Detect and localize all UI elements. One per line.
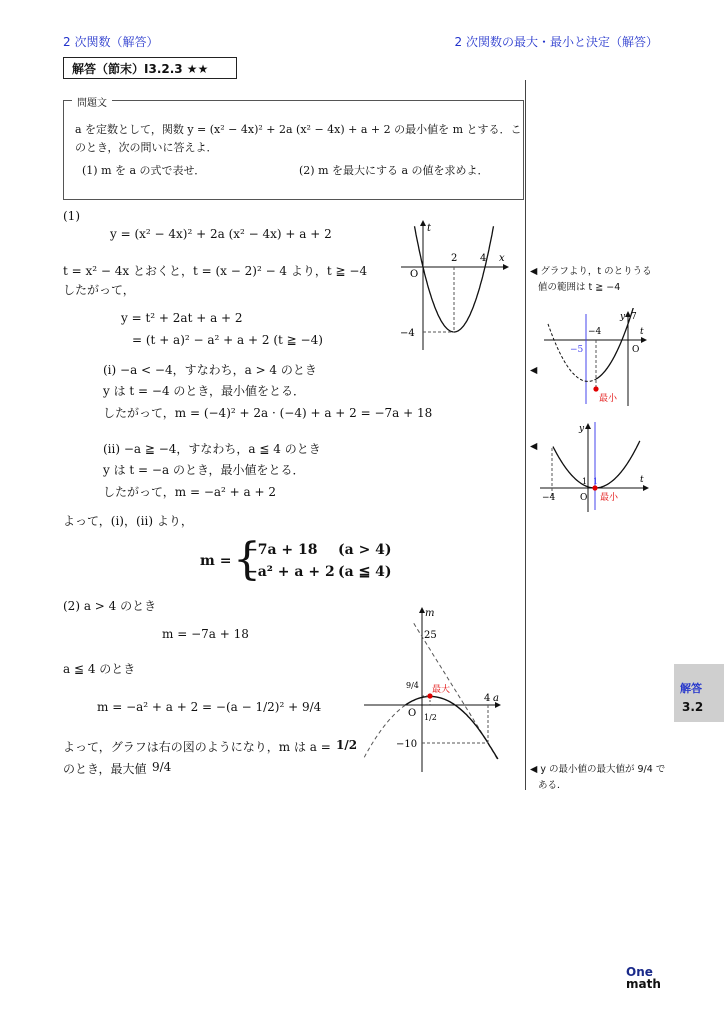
part2-label2: a ≦ 4 のとき: [63, 662, 136, 676]
max-label: 最大: [432, 685, 451, 695]
origin-label: O: [410, 269, 419, 280]
min-label: 最小: [599, 394, 618, 404]
origin-label: O: [632, 345, 640, 355]
tick-94: 9/4: [406, 681, 419, 690]
min-label: 最小: [600, 493, 619, 503]
m-label: m: [425, 608, 435, 619]
part1-label: (1): [63, 209, 80, 223]
part1-conclusion: よって，(i)，(ii) より，: [63, 514, 193, 528]
part2-eq1: m = −7a + 18: [162, 627, 249, 641]
case2-statement: y は t = −a のとき，最小値をとる．: [103, 463, 305, 477]
header-right: 2 次関数の最大・最小と決定（解答）: [454, 35, 658, 49]
tick-2: 2: [451, 253, 458, 264]
y-label: y: [579, 424, 585, 434]
chapter-tab-label: 解答: [680, 682, 702, 695]
result-row1: −7a + 18: [246, 542, 318, 558]
a-label: a: [493, 693, 499, 704]
side-note1a: ◀ グラフより，t のとりうる: [530, 266, 652, 277]
answer-title: 解答（節末）I3.2.3 ★★: [63, 57, 237, 79]
origin-label: O: [580, 493, 588, 503]
side-note4a: ◀ y の最小値の最大値が 9/4 で: [530, 764, 666, 775]
part2-final1: よって，グラフは右の図のようになり，m は a =: [63, 740, 331, 754]
graph-case1: [536, 308, 656, 408]
header-left: 2 次関数（解答）: [63, 35, 159, 49]
t-label: t: [640, 327, 644, 337]
min-point: [592, 485, 597, 490]
curve-solid: [406, 697, 498, 760]
problem-line2: のとき，次の問いに答えよ．: [75, 141, 218, 154]
y-label: y: [620, 312, 626, 322]
part1-eq3: = (t + a)² − a² + a + 2 (t ≧ −4): [132, 333, 323, 347]
case1-result: したがって，m = (−4)² + 2a · (−4) + a + 2 = −7a + 18: [103, 406, 433, 420]
part2-final1-value: 1/2: [336, 738, 358, 752]
side-note2: ◀: [530, 365, 538, 376]
problem-line1: a を定数として，関数 y = (x² − 4x)² + 2a (x² − 4x) + a + 2 の最小値を m とする．こ: [75, 123, 522, 136]
problem-label: 問題文: [72, 94, 112, 109]
result-cond2: (a ≦ 4): [338, 564, 392, 580]
case2-condition: (ii) −a ≧ −4，すなわち，a ≦ 4 のとき: [103, 442, 321, 456]
tick-25: 25: [424, 630, 437, 641]
tick-m10: −10: [396, 739, 418, 750]
tick-1a: 1: [582, 477, 588, 486]
chapter-tab-number: 3.2: [682, 700, 704, 714]
side-note1b: 値の範囲は t ≧ −4: [538, 282, 621, 293]
tick-m4: −4: [588, 327, 602, 337]
tick-4: 4: [480, 253, 487, 264]
logo-top: One: [626, 965, 653, 979]
part2-final2: のとき，最大値: [63, 762, 147, 776]
t-label: t: [427, 223, 432, 234]
t-label: t: [640, 475, 644, 485]
side-note4b: ある．: [538, 780, 567, 791]
part1-sub1: t = x² − 4x とおくと，t = (x − 2)² − 4 より，t ≧ −4: [63, 264, 368, 278]
graph-case2: [536, 418, 656, 518]
margin-divider: [525, 80, 526, 790]
tick-m5: −5: [570, 345, 584, 355]
part2-label: (2) a > 4 のとき: [63, 599, 157, 613]
tick-1b: 1: [593, 477, 599, 486]
chapter-tab[interactable]: [674, 664, 724, 722]
tick-4: 4: [484, 693, 491, 704]
result-row2: −a² + a + 2: [246, 564, 335, 580]
tick-12: 1/2: [424, 713, 437, 722]
tick-m4: −4: [400, 328, 415, 339]
tick-m4: −4: [542, 493, 556, 503]
part1-eq2: y = t² + 2at + a + 2: [121, 311, 243, 325]
origin-label: O: [408, 708, 417, 719]
graph-m-of-a: [352, 604, 512, 776]
part2-eq2: m = −a² + a + 2 = −(a − 1/2)² + 9/4: [97, 700, 322, 714]
x-label: x: [499, 253, 505, 264]
part1-sub2: したがって，: [63, 283, 135, 297]
result-cond1: (a > 4): [338, 542, 392, 558]
part2-final2-value: 9/4: [152, 760, 172, 774]
min-point: [593, 386, 598, 391]
logo-bottom: math: [626, 977, 661, 991]
result-lhs: m =: [200, 553, 232, 569]
side-note3: ◀: [530, 441, 538, 452]
result-brace: {: [233, 534, 261, 585]
graph-t-of-x: [396, 215, 516, 355]
part1-eq1: y = (x² − 4x)² + 2a (x² − 4x) + a + 2: [110, 227, 332, 241]
question-2: (2) m を最大にする a の値を求めよ．: [299, 164, 489, 177]
question-1: (1) m を a の式で表せ．: [82, 164, 206, 177]
case1-statement: y は t = −4 のとき，最小値をとる．: [103, 384, 305, 398]
tick-7: 7: [631, 312, 637, 322]
case1-condition: (i) −a < −4，すなわち，a > 4 のとき: [103, 363, 317, 377]
case2-result: したがって，m = −a² + a + 2: [103, 485, 276, 499]
onemath-logo: [626, 966, 661, 990]
